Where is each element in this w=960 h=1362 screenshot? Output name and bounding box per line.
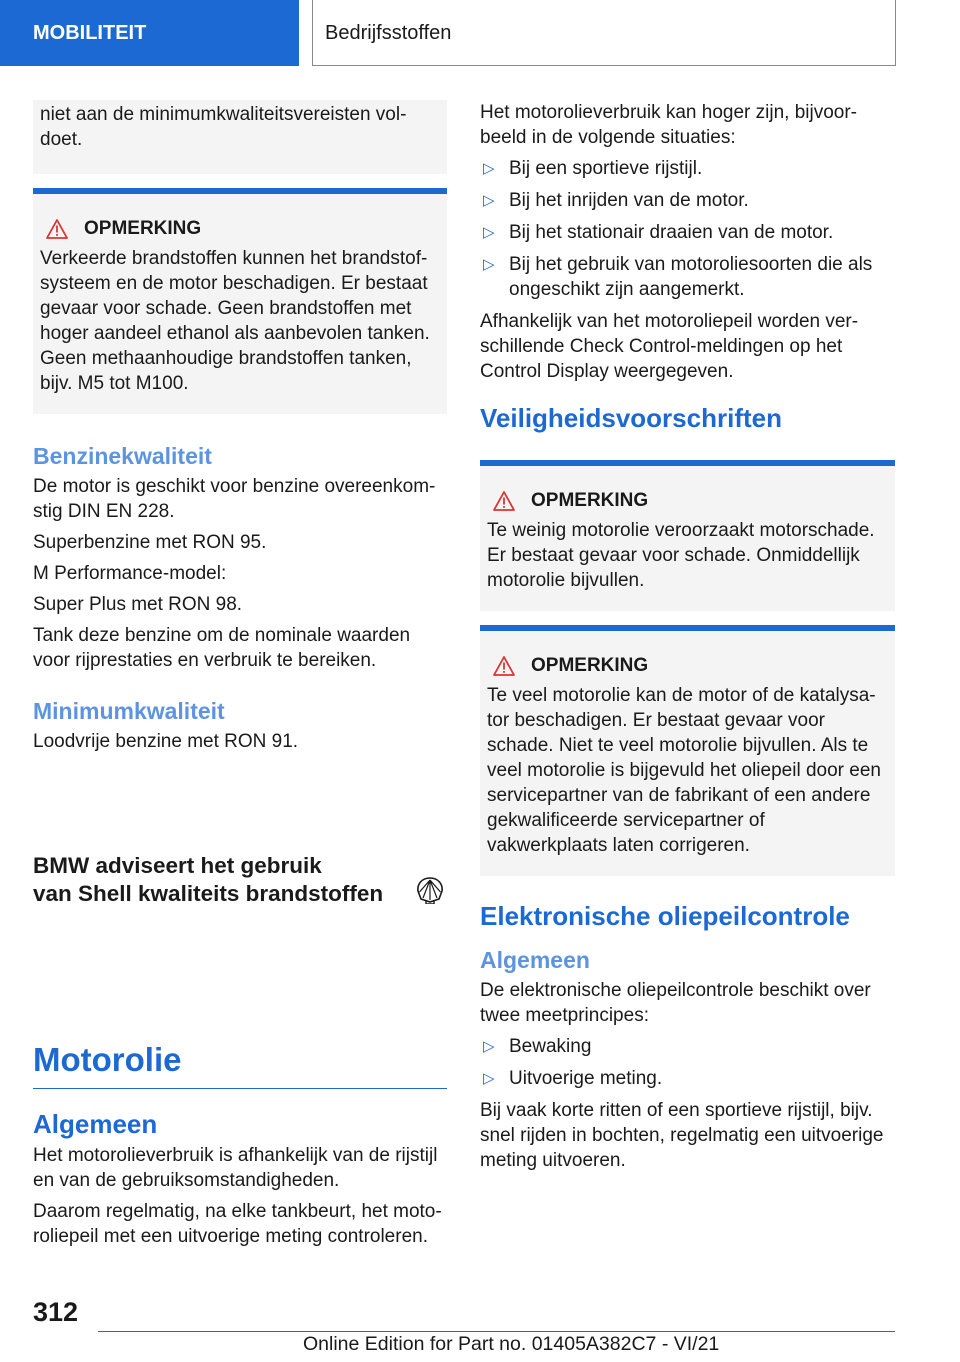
warning-triangle-icon xyxy=(46,219,68,239)
shell-advert xyxy=(33,852,447,922)
heading-minimumkwaliteit: Minimumkwaliteit xyxy=(33,698,225,724)
paragraph: Super Plus met RON 98. xyxy=(33,594,243,615)
heading-elektronische-oliepeilcontrole: Elektronische oliepeilcontrole xyxy=(480,901,850,931)
warning-triangle-icon xyxy=(493,656,515,676)
section-tab: MOBILITEIT xyxy=(0,0,299,66)
triangle-right-bullet-icon: ▷ xyxy=(483,224,495,241)
shell-logo-icon xyxy=(415,876,445,904)
left-column xyxy=(33,100,447,760)
triangle-right-bullet-icon: ▷ xyxy=(483,192,495,209)
situation-list xyxy=(480,156,895,302)
paragraph: Bij vaak korte ritten of een sportieve rijstijl, bijv. snel rijden in bochten, regelmatig een uitvoerige meting uitvoeren. xyxy=(480,1100,884,1171)
warning-box-too-much-oil xyxy=(480,625,895,876)
warning-triangle-icon xyxy=(493,491,515,511)
list-item: ▷ Bij het stationair draaien van de motor. xyxy=(483,222,834,243)
warning-box-too-little-oil xyxy=(480,460,895,611)
warning-box-fuel xyxy=(33,188,447,414)
continuation-box xyxy=(33,100,447,174)
right-column xyxy=(480,100,895,1179)
warning-title xyxy=(487,488,888,514)
paragraph: Superbenzine met RON 95. xyxy=(33,532,267,553)
warning-text: Te weinig motorolie veroorzaakt motorschade. Er bestaat gevaar voor schade. Onmiddellijk motorolie bijvullen. xyxy=(487,520,875,591)
shell-advert-line1: BMW adviseert het gebruik xyxy=(33,853,322,878)
paragraph: Loodvrije benzine met RON 91. xyxy=(33,731,299,752)
heading-motorolie: Motorolie xyxy=(33,1040,447,1089)
heading-veiligheidsvoorschriften: Veiligheidsvoorschriften xyxy=(480,403,782,433)
warning-title xyxy=(487,653,888,679)
paragraph: Afhankelijk van het motoroliepeil worden ver-schillende Check Control-meldingen op het Control Display weergegeven. xyxy=(480,311,859,382)
paragraph: Het motorolieverbruik is afhankelijk van de rijstijl en van de gebruiksomstandigheden. xyxy=(33,1145,438,1191)
heading-algemeen: Algemeen xyxy=(33,1109,158,1139)
continuation-text: niet aan de minimumkwaliteitsvereisten vol-doet. xyxy=(40,104,407,150)
principle-list xyxy=(480,1034,895,1091)
list-item: ▷ Bij het inrijden van de motor. xyxy=(483,190,749,211)
triangle-right-bullet-icon: ▷ xyxy=(483,1038,495,1055)
warning-text: Te veel motorolie kan de motor of de katalysa-tor beschadigen. Er bestaat gevaar voor schade. Niet te veel motorolie bijvullen. Als te veel motorolie is bijgevuld het oliepeil door een servicepartner van de fabrikant of een andere gekwalificeerde servicepartner of vakwerkplaats laten corrigeren. xyxy=(487,685,881,856)
motorolie-section xyxy=(33,1040,447,1255)
heading-algemeen-right: Algemeen xyxy=(480,947,590,973)
footer-divider xyxy=(98,1331,895,1332)
warning-title-text: OPMERKING xyxy=(531,655,649,676)
list-item: ▷ Bij het gebruik van motoroliesoorten die als ongeschikt zijn aangemerkt. xyxy=(483,254,873,300)
list-item: ▷ Bewaking xyxy=(483,1036,592,1057)
footer-edition: Online Edition for Part no. 01405A382C7 - VI/21 xyxy=(303,1333,720,1355)
paragraph: De motor is geschikt voor benzine overeenkom-stig DIN EN 228. xyxy=(33,476,436,522)
page-number: 312 xyxy=(33,1297,79,1327)
triangle-right-bullet-icon: ▷ xyxy=(483,1070,495,1087)
warning-title-text: OPMERKING xyxy=(84,218,202,239)
paragraph: Het motorolieverbruik kan hoger zijn, bijvoor-beeld in de volgende situaties: xyxy=(480,102,857,148)
shell-advert-line2: van Shell kwaliteits brandstoffen xyxy=(33,881,384,906)
list-item: ▷ Uitvoerige meting. xyxy=(483,1068,663,1089)
paragraph: M Performance-model: xyxy=(33,563,227,584)
triangle-right-bullet-icon: ▷ xyxy=(483,160,495,177)
triangle-right-bullet-icon: ▷ xyxy=(483,256,495,273)
list-item: ▷ Bij een sportieve rijstijl. xyxy=(483,158,703,179)
page-header xyxy=(0,0,960,66)
warning-title xyxy=(40,216,440,242)
chapter-title: Bedrijfsstoffen xyxy=(312,0,896,66)
warning-text: Verkeerde brandstoffen kunnen het brandstof-systeem en de motor beschadigen. Er bestaat gevaar voor schade. Geen brandstoffen met hoger aandeel ethanol als aanbevolen tanken. Geen methaanhoudige brandstoffen tanken, bijv. M5 tot M100. xyxy=(40,248,430,394)
paragraph: Daarom regelmatig, na elke tankbeurt, het moto-roliepeil met een uitvoerige meting controleren. xyxy=(33,1201,442,1247)
paragraph: Tank deze benzine om de nominale waarden voor rijprestaties en verbruik te bereiken. xyxy=(33,625,411,671)
paragraph: De elektronische oliepeilcontrole beschikt over twee meetprincipes: xyxy=(480,980,871,1026)
warning-title-text: OPMERKING xyxy=(531,490,649,511)
heading-benzinekwaliteit: Benzinekwaliteit xyxy=(33,443,212,469)
